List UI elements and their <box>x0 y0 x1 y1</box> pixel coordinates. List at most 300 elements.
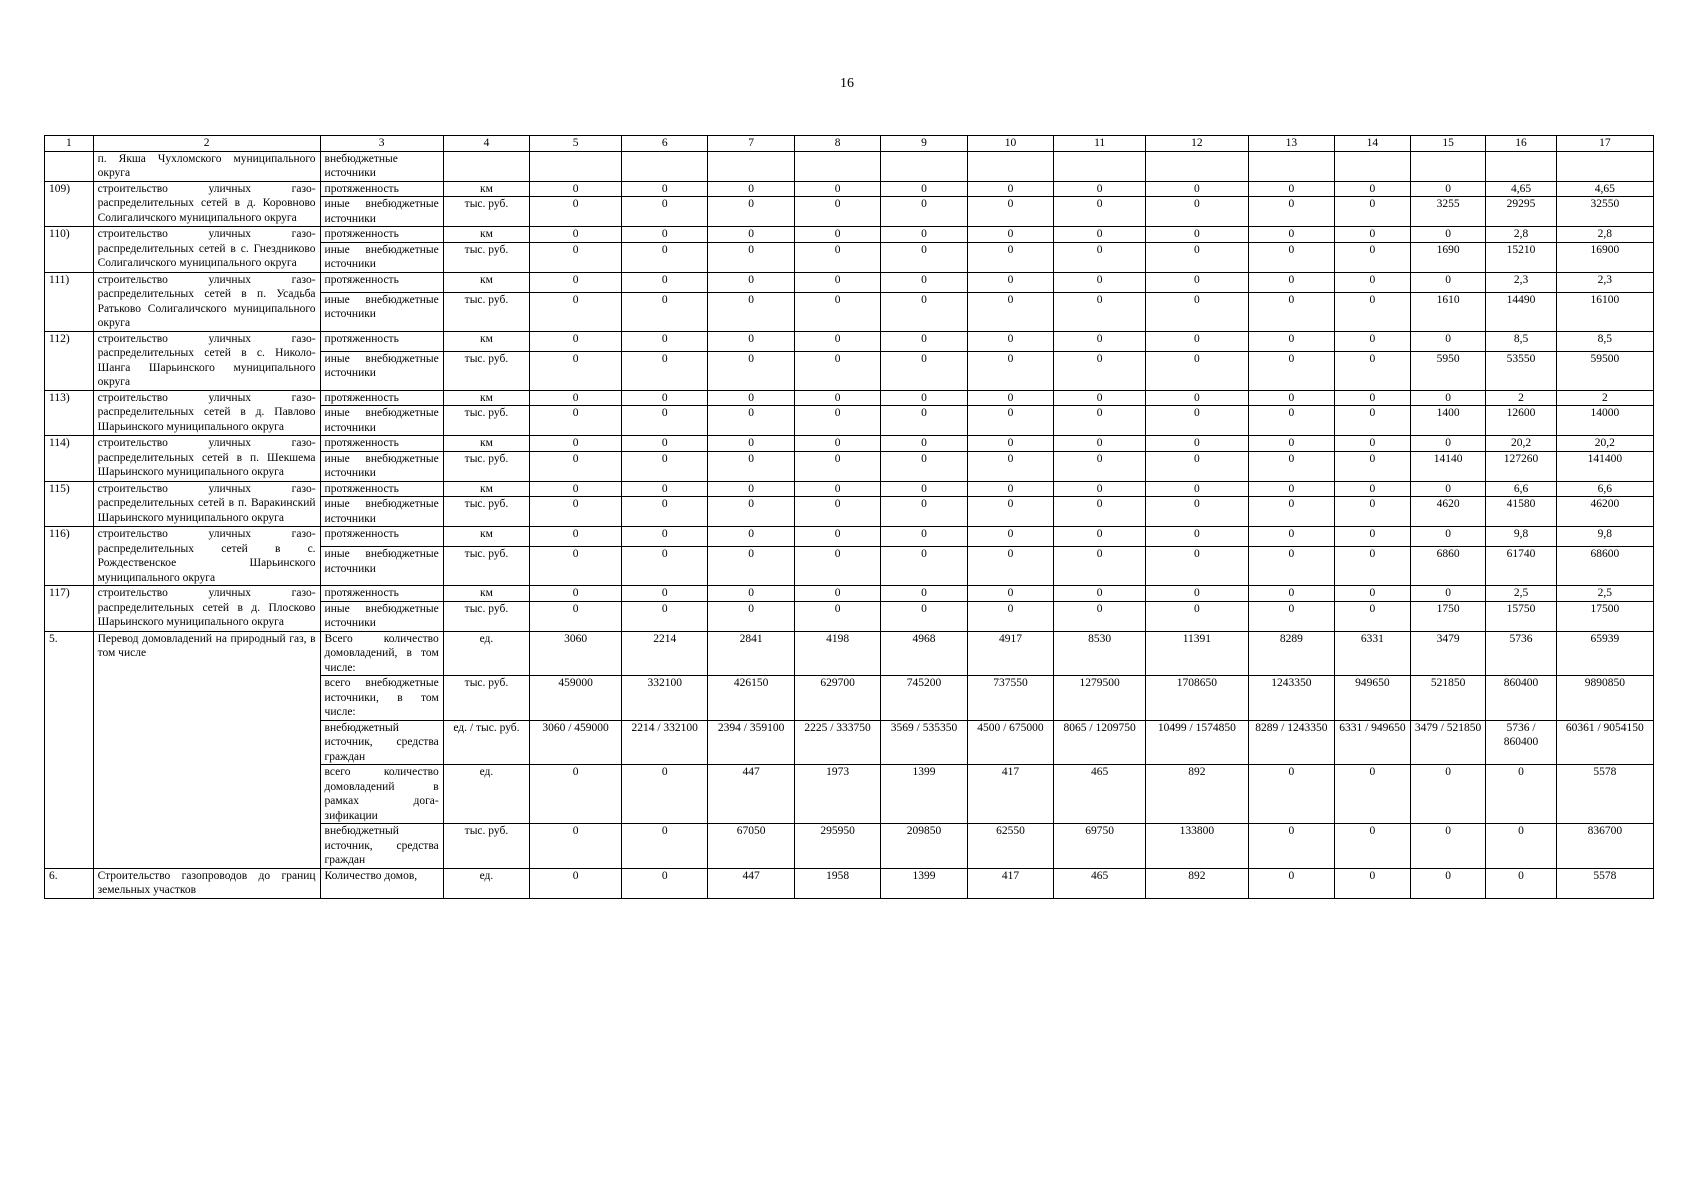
value-cell: 9,8 <box>1556 527 1653 547</box>
row-description: строительство уличных газо-распределительных сетей в п. Варакинский Шарьинского муниципального округа <box>93 481 320 527</box>
value-cell: 6,6 <box>1556 481 1653 497</box>
indicator-label: протяженность <box>320 331 443 351</box>
value-cell: 892 <box>1146 765 1249 824</box>
value-cell: 0 <box>622 227 708 243</box>
value-cell: 0 <box>1335 331 1411 351</box>
indicator-label: протяженность <box>320 586 443 602</box>
table-row <box>45 527 1654 547</box>
value-cell: 16900 <box>1556 242 1653 272</box>
indicator-label: иные внебюджетные источники <box>320 451 443 481</box>
value-cell: 417 <box>967 868 1053 898</box>
value-cell: 0 <box>622 436 708 452</box>
value-cell: 0 <box>622 527 708 547</box>
value-cell: 14490 <box>1486 292 1556 331</box>
value-cell: 0 <box>1335 292 1411 331</box>
value-cell: 4198 <box>794 631 880 676</box>
indicator-label: всего количество домовладений в рамках дога-зификации <box>320 765 443 824</box>
unit-cell <box>443 151 529 181</box>
value-cell: 0 <box>794 547 880 586</box>
table-row <box>45 331 1654 351</box>
value-cell: 209850 <box>881 824 967 869</box>
row-description: п. Якша Чухломского муниципального округа <box>93 151 320 181</box>
value-cell: 12600 <box>1486 406 1556 436</box>
value-cell: 0 <box>708 497 794 527</box>
value-cell: 0 <box>1146 481 1249 497</box>
unit-cell: тыс. руб. <box>443 451 529 481</box>
column-number: 4 <box>443 136 529 152</box>
value-cell: 0 <box>1248 601 1334 631</box>
indicator-label: протяженность <box>320 527 443 547</box>
value-cell: 5578 <box>1556 765 1653 824</box>
value-cell: 2,8 <box>1486 227 1556 243</box>
value-cell: 0 <box>530 181 622 197</box>
value-cell: 0 <box>794 292 880 331</box>
value-cell: 0 <box>794 390 880 406</box>
value-cell: 41580 <box>1486 497 1556 527</box>
value-cell: 1750 <box>1410 601 1486 631</box>
value-cell: 8,5 <box>1486 331 1556 351</box>
value-cell: 0 <box>530 497 622 527</box>
value-cell: 0 <box>1335 824 1411 869</box>
value-cell: 2,8 <box>1556 227 1653 243</box>
value-cell: 0 <box>1248 451 1334 481</box>
value-cell: 0 <box>1248 331 1334 351</box>
column-number: 13 <box>1248 136 1334 152</box>
value-cell: 0 <box>622 331 708 351</box>
value-cell: 0 <box>967 227 1053 243</box>
value-cell: 1399 <box>881 868 967 898</box>
value-cell: 0 <box>1335 547 1411 586</box>
value-cell <box>967 151 1053 181</box>
value-cell: 0 <box>530 436 622 452</box>
value-cell: 0 <box>1335 451 1411 481</box>
indicator-label: внебюджетные источники <box>320 151 443 181</box>
unit-cell: тыс. руб. <box>443 676 529 721</box>
value-cell: 0 <box>530 242 622 272</box>
value-cell: 0 <box>1335 406 1411 436</box>
value-cell: 0 <box>794 272 880 292</box>
row-description: строительство уличных газо-распределительных сетей в с. Николо-Шанга Шарьинского муниципального округа <box>93 331 320 390</box>
value-cell: 0 <box>530 765 622 824</box>
indicator-label: иные внебюджетные источники <box>320 406 443 436</box>
value-cell: 1958 <box>794 868 880 898</box>
value-cell: 0 <box>1054 527 1146 547</box>
value-cell: 0 <box>708 481 794 497</box>
value-cell: 0 <box>622 824 708 869</box>
value-cell: 2 <box>1486 390 1556 406</box>
value-cell: 0 <box>1146 331 1249 351</box>
value-cell: 332100 <box>622 676 708 721</box>
value-cell: 2,3 <box>1486 272 1556 292</box>
value-cell: 0 <box>622 406 708 436</box>
value-cell: 5736 <box>1486 631 1556 676</box>
value-cell: 0 <box>794 406 880 436</box>
row-description: строительство уличных газо-распределительных сетей в п. Усадьба Ратьково Солигаличского муниципального округа <box>93 272 320 331</box>
value-cell: 0 <box>708 406 794 436</box>
value-cell: 0 <box>708 586 794 602</box>
value-cell: 2214 / 332100 <box>622 720 708 765</box>
value-cell: 0 <box>881 527 967 547</box>
value-cell: 0 <box>967 292 1053 331</box>
value-cell: 69750 <box>1054 824 1146 869</box>
value-cell: 0 <box>1410 586 1486 602</box>
value-cell: 0 <box>1248 390 1334 406</box>
value-cell: 0 <box>794 601 880 631</box>
row-index: 110) <box>45 227 94 273</box>
value-cell: 465 <box>1054 868 1146 898</box>
value-cell: 4620 <box>1410 497 1486 527</box>
value-cell: 0 <box>967 601 1053 631</box>
value-cell: 0 <box>622 292 708 331</box>
unit-cell: тыс. руб. <box>443 601 529 631</box>
value-cell: 0 <box>1486 868 1556 898</box>
value-cell: 0 <box>1410 765 1486 824</box>
value-cell: 892 <box>1146 868 1249 898</box>
value-cell: 0 <box>1054 227 1146 243</box>
value-cell: 0 <box>967 497 1053 527</box>
value-cell: 0 <box>1054 481 1146 497</box>
value-cell: 0 <box>622 547 708 586</box>
unit-cell: тыс. руб. <box>443 824 529 869</box>
value-cell: 0 <box>794 586 880 602</box>
value-cell: 0 <box>708 331 794 351</box>
column-number: 1 <box>45 136 94 152</box>
value-cell: 0 <box>1146 497 1249 527</box>
value-cell <box>1146 151 1249 181</box>
value-cell <box>794 151 880 181</box>
value-cell: 0 <box>1248 824 1334 869</box>
unit-cell: тыс. руб. <box>443 197 529 227</box>
value-cell: 0 <box>967 197 1053 227</box>
value-cell: 65939 <box>1556 631 1653 676</box>
table-row <box>45 390 1654 406</box>
value-cell: 0 <box>881 481 967 497</box>
column-number: 16 <box>1486 136 1556 152</box>
indicator-label: иные внебюджетные источники <box>320 351 443 390</box>
value-cell: 0 <box>1248 527 1334 547</box>
value-cell: 2225 / 333750 <box>794 720 880 765</box>
value-cell: 0 <box>881 351 967 390</box>
value-cell: 0 <box>1410 481 1486 497</box>
column-number: 6 <box>622 136 708 152</box>
row-index: 113) <box>45 390 94 436</box>
value-cell: 8289 / 1243350 <box>1248 720 1334 765</box>
value-cell: 0 <box>1410 436 1486 452</box>
value-cell: 0 <box>1146 292 1249 331</box>
value-cell: 0 <box>708 227 794 243</box>
row-description: строительство уличных газо-распределительных сетей в с. Рождественское Шарьинского муниципального округа <box>93 527 320 586</box>
row-index: 116) <box>45 527 94 586</box>
value-cell: 0 <box>530 586 622 602</box>
value-cell: 0 <box>1335 436 1411 452</box>
value-cell: 0 <box>530 272 622 292</box>
column-number: 11 <box>1054 136 1146 152</box>
value-cell: 0 <box>1054 272 1146 292</box>
value-cell: 0 <box>1486 765 1556 824</box>
value-cell: 0 <box>622 390 708 406</box>
value-cell: 17500 <box>1556 601 1653 631</box>
value-cell: 0 <box>1410 527 1486 547</box>
value-cell: 0 <box>530 227 622 243</box>
value-cell: 4500 / 675000 <box>967 720 1053 765</box>
value-cell: 16100 <box>1556 292 1653 331</box>
unit-cell: км <box>443 272 529 292</box>
value-cell: 2841 <box>708 631 794 676</box>
value-cell: 0 <box>967 547 1053 586</box>
value-cell: 8065 / 1209750 <box>1054 720 1146 765</box>
value-cell: 0 <box>530 390 622 406</box>
value-cell: 2,5 <box>1556 586 1653 602</box>
value-cell: 0 <box>1248 292 1334 331</box>
value-cell: 447 <box>708 765 794 824</box>
value-cell: 295950 <box>794 824 880 869</box>
value-cell: 0 <box>1335 390 1411 406</box>
value-cell: 0 <box>1248 406 1334 436</box>
table-row <box>45 272 1654 292</box>
row-index: 114) <box>45 436 94 482</box>
value-cell: 1610 <box>1410 292 1486 331</box>
column-number: 12 <box>1146 136 1249 152</box>
value-cell: 1243350 <box>1248 676 1334 721</box>
value-cell: 0 <box>1054 451 1146 481</box>
value-cell: 0 <box>1248 242 1334 272</box>
value-cell: 15210 <box>1486 242 1556 272</box>
value-cell: 0 <box>881 601 967 631</box>
value-cell: 0 <box>1146 547 1249 586</box>
value-cell <box>881 151 967 181</box>
value-cell: 0 <box>1248 547 1334 586</box>
value-cell: 0 <box>1410 390 1486 406</box>
value-cell: 0 <box>1248 227 1334 243</box>
row-index <box>45 151 94 181</box>
value-cell: 0 <box>794 497 880 527</box>
value-cell: 0 <box>1054 181 1146 197</box>
value-cell: 459000 <box>530 676 622 721</box>
row-description: строительство уличных газо-распределительных сетей в д. Плосково Шарьинского муниципального округа <box>93 586 320 632</box>
row-description: строительство уличных газо-распределительных сетей в д. Павлово Шарьинского муниципального округа <box>93 390 320 436</box>
value-cell: 0 <box>708 601 794 631</box>
page-number: 16 <box>840 76 854 91</box>
value-cell: 0 <box>1335 197 1411 227</box>
value-cell: 0 <box>622 765 708 824</box>
value-cell: 0 <box>530 824 622 869</box>
value-cell: 6331 / 949650 <box>1335 720 1411 765</box>
value-cell: 0 <box>881 272 967 292</box>
unit-cell: ед. <box>443 631 529 676</box>
value-cell: 0 <box>967 436 1053 452</box>
value-cell: 6331 <box>1335 631 1411 676</box>
value-cell: 0 <box>881 292 967 331</box>
value-cell: 0 <box>530 527 622 547</box>
unit-cell: тыс. руб. <box>443 242 529 272</box>
value-cell: 0 <box>622 242 708 272</box>
value-cell: 0 <box>1335 181 1411 197</box>
value-cell: 0 <box>967 406 1053 436</box>
value-cell: 0 <box>1054 547 1146 586</box>
indicator-label: иные внебюджетные источники <box>320 197 443 227</box>
value-cell: 0 <box>708 451 794 481</box>
value-cell: 0 <box>530 406 622 436</box>
value-cell: 0 <box>708 351 794 390</box>
value-cell: 0 <box>530 331 622 351</box>
value-cell: 0 <box>1146 527 1249 547</box>
unit-cell: км <box>443 436 529 452</box>
value-cell: 0 <box>708 242 794 272</box>
value-cell: 0 <box>622 601 708 631</box>
table-row <box>45 586 1654 602</box>
value-cell: 0 <box>967 181 1053 197</box>
value-cell: 6860 <box>1410 547 1486 586</box>
value-cell: 0 <box>881 586 967 602</box>
value-cell: 1400 <box>1410 406 1486 436</box>
value-cell: 0 <box>1054 292 1146 331</box>
row-index: 112) <box>45 331 94 390</box>
value-cell: 3569 / 535350 <box>881 720 967 765</box>
value-cell: 0 <box>1146 406 1249 436</box>
value-cell: 0 <box>1248 586 1334 602</box>
value-cell: 0 <box>1486 824 1556 869</box>
unit-cell: км <box>443 481 529 497</box>
row-index: 117) <box>45 586 94 632</box>
value-cell: 29295 <box>1486 197 1556 227</box>
row-index: 6. <box>45 868 94 898</box>
value-cell: 0 <box>708 292 794 331</box>
value-cell: 0 <box>794 181 880 197</box>
value-cell: 5578 <box>1556 868 1653 898</box>
value-cell: 0 <box>967 242 1053 272</box>
value-cell: 0 <box>708 197 794 227</box>
indicator-label: иные внебюджетные источники <box>320 242 443 272</box>
value-cell: 737550 <box>967 676 1053 721</box>
value-cell: 745200 <box>881 676 967 721</box>
value-cell: 0 <box>794 197 880 227</box>
unit-cell: тыс. руб. <box>443 406 529 436</box>
value-cell: 8,5 <box>1556 331 1653 351</box>
value-cell: 0 <box>967 586 1053 602</box>
value-cell: 0 <box>530 601 622 631</box>
value-cell: 0 <box>967 331 1053 351</box>
value-cell: 0 <box>530 547 622 586</box>
column-number: 14 <box>1335 136 1411 152</box>
value-cell: 0 <box>1054 586 1146 602</box>
value-cell: 4968 <box>881 631 967 676</box>
column-number: 7 <box>708 136 794 152</box>
value-cell: 2214 <box>622 631 708 676</box>
value-cell: 0 <box>1335 868 1411 898</box>
value-cell: 2 <box>1556 390 1653 406</box>
value-cell: 6,6 <box>1486 481 1556 497</box>
value-cell: 0 <box>622 272 708 292</box>
unit-cell: ед. / тыс. руб. <box>443 720 529 765</box>
value-cell: 0 <box>881 390 967 406</box>
value-cell: 60361 / 9054150 <box>1556 720 1653 765</box>
value-cell: 0 <box>794 451 880 481</box>
indicator-label: протяженность <box>320 272 443 292</box>
value-cell: 0 <box>708 272 794 292</box>
value-cell: 0 <box>794 227 880 243</box>
value-cell <box>1248 151 1334 181</box>
value-cell: 9890850 <box>1556 676 1653 721</box>
value-cell: 0 <box>708 436 794 452</box>
value-cell <box>708 151 794 181</box>
table-row <box>45 181 1654 197</box>
value-cell: 0 <box>1054 351 1146 390</box>
indicator-label: протяженность <box>320 181 443 197</box>
value-cell: 0 <box>1054 406 1146 436</box>
indicator-label: всего внебюджетные источники, в том числе: <box>320 676 443 721</box>
value-cell: 0 <box>1248 351 1334 390</box>
value-cell: 53550 <box>1486 351 1556 390</box>
value-cell: 11391 <box>1146 631 1249 676</box>
value-cell: 0 <box>1248 436 1334 452</box>
value-cell: 0 <box>1410 227 1486 243</box>
column-number: 15 <box>1410 136 1486 152</box>
value-cell: 141400 <box>1556 451 1653 481</box>
value-cell: 0 <box>1248 497 1334 527</box>
value-cell: 0 <box>1146 242 1249 272</box>
value-cell: 9,8 <box>1486 527 1556 547</box>
value-cell: 426150 <box>708 676 794 721</box>
row-index: 5. <box>45 631 94 868</box>
table-row <box>45 227 1654 243</box>
value-cell: 3479 <box>1410 631 1486 676</box>
table-row <box>45 436 1654 452</box>
value-cell: 417 <box>967 765 1053 824</box>
table-row <box>45 151 1654 181</box>
value-cell: 0 <box>530 868 622 898</box>
value-cell: 2,3 <box>1556 272 1653 292</box>
indicator-label: внебюджетный источник, средства граждан <box>320 824 443 869</box>
unit-cell: км <box>443 331 529 351</box>
value-cell: 0 <box>881 331 967 351</box>
value-cell: 860400 <box>1486 676 1556 721</box>
value-cell: 0 <box>794 481 880 497</box>
value-cell: 0 <box>1054 242 1146 272</box>
value-cell: 0 <box>530 292 622 331</box>
indicator-label: протяженность <box>320 481 443 497</box>
value-cell: 0 <box>1335 481 1411 497</box>
row-index: 109) <box>45 181 94 227</box>
unit-cell: км <box>443 390 529 406</box>
value-cell: 0 <box>1248 765 1334 824</box>
value-cell: 1279500 <box>1054 676 1146 721</box>
value-cell: 0 <box>881 197 967 227</box>
value-cell: 0 <box>1410 272 1486 292</box>
value-cell: 0 <box>881 227 967 243</box>
column-number: 17 <box>1556 136 1653 152</box>
value-cell: 0 <box>1335 227 1411 243</box>
value-cell: 0 <box>622 451 708 481</box>
gasification-table <box>44 135 1654 899</box>
value-cell: 0 <box>1146 272 1249 292</box>
value-cell: 0 <box>1248 481 1334 497</box>
value-cell: 68600 <box>1556 547 1653 586</box>
row-index: 111) <box>45 272 94 331</box>
value-cell: 62550 <box>967 824 1053 869</box>
value-cell: 2,5 <box>1486 586 1556 602</box>
value-cell: 465 <box>1054 765 1146 824</box>
column-number: 10 <box>967 136 1053 152</box>
table-row <box>45 631 1654 676</box>
value-cell: 0 <box>622 497 708 527</box>
value-cell: 0 <box>622 197 708 227</box>
value-cell: 46200 <box>1556 497 1653 527</box>
value-cell: 0 <box>881 497 967 527</box>
value-cell: 0 <box>1335 765 1411 824</box>
unit-cell: км <box>443 181 529 197</box>
value-cell: 0 <box>794 331 880 351</box>
indicator-label: внебюджетный источник, средства граждан <box>320 720 443 765</box>
